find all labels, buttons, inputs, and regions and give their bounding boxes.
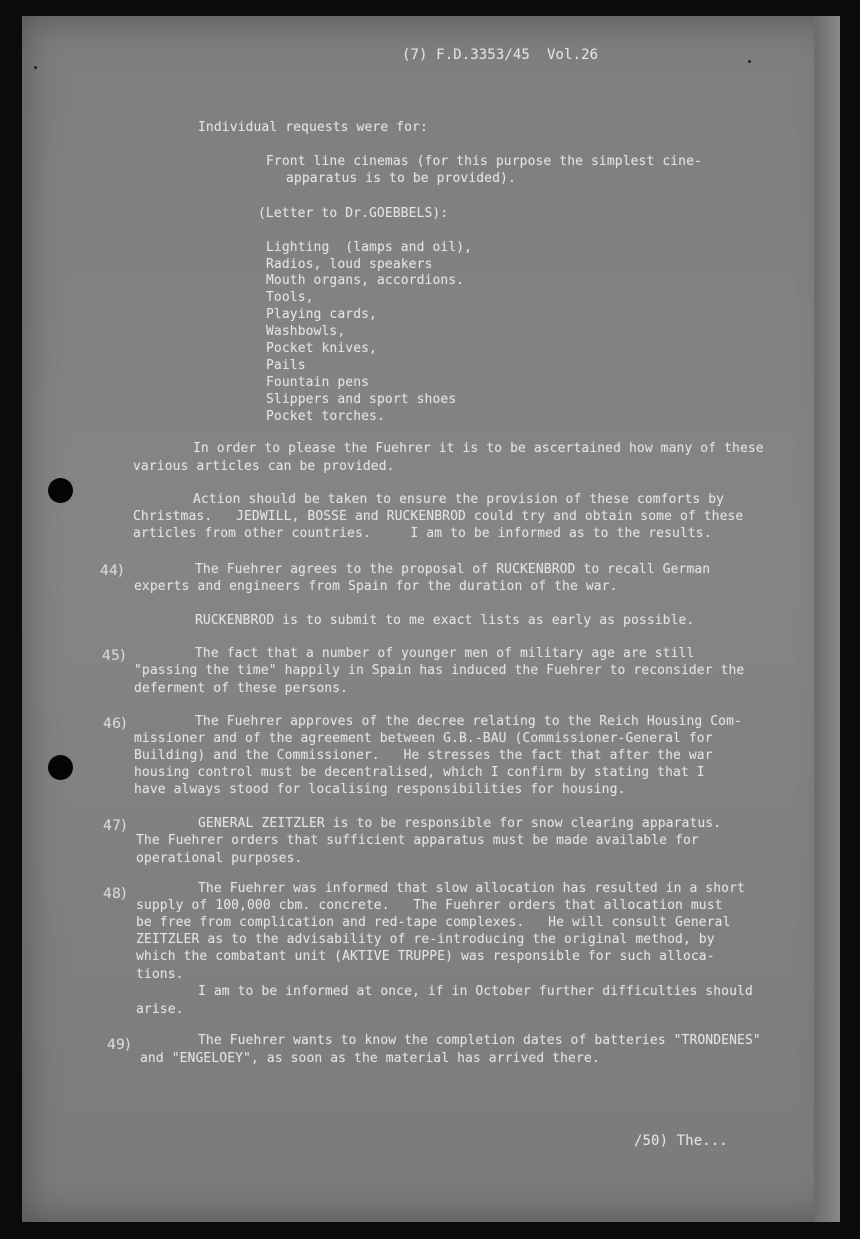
punch-hole-top [48,478,73,503]
paragraph-48-note-line2: arise. [136,1002,184,1017]
item: Pocket torches. [266,409,385,424]
item: Slippers and sport shoes [266,392,457,407]
paragraph-48-note-line1: I am to be informed at once, if in October further difficulties should [198,984,753,999]
paragraph-48-line2: supply of 100,000 cbm. concrete. The Fuehrer orders that allocation must [136,898,723,913]
paragraph-46-line1: The Fuehrer approves of the decree relating to the Reich Housing Com- [195,714,742,729]
paragraph-48-line4: ZEITZLER as to the advisability of re-introducing the original method, by [136,932,715,947]
item-number-46: 46) [103,716,127,732]
paragraph-47-line3: operational purposes. [136,851,303,866]
item: Pocket knives, [266,341,377,356]
item: Mouth organs, accordions. [266,273,465,288]
item: Radios, loud speakers [266,257,433,272]
paragraph-46-line3: Building) and the Commissioner. He stresses the fact that after the war [134,748,713,763]
item-number-47: 47) [103,818,127,834]
paragraph-action-line3: articles from other countries. I am to be informed as to the results. [133,526,712,541]
document-reference: (7) F.D.3353/45 Vol.26 [402,47,599,63]
paragraph-46-line2: missioner and of the agreement between G.B.-BAU (Commissioner-General for [134,731,713,746]
paragraph-44-note: RUCKENBROD is to submit to me exact lists as early as possible. [195,613,695,628]
item-number-44: 44) [100,563,124,579]
paragraph-47-line2: The Fuehrer orders that sufficient apparatus must be made available for [136,833,699,848]
paragraph-45-line2: "passing the time" happily in Spain has induced the Fuehrer to reconsider the [134,663,745,678]
paragraph-45-line1: The fact that a number of younger men of military age are still [195,646,695,661]
item: Pails [266,358,306,373]
continuation-footer: /50) The... [634,1133,728,1149]
paragraph-action-line2: Christmas. JEDWILL, BOSSE and RUCKENBROD could try and obtain some of these [133,509,744,524]
paragraph-please-line1: In order to please the Fuehrer it is to be ascertained how many of these [193,441,764,456]
intro-line: Individual requests were for: [198,120,428,135]
punch-hole-bottom [48,755,73,780]
paragraph-45-line3: deferment of these persons. [134,681,349,696]
item-number-45: 45) [102,648,126,664]
paragraph-48-line5: which the combatant unit (AKTIVE TRUPPE) was responsible for such alloca- [136,949,715,964]
speck [34,66,37,69]
item: Lighting (lamps and oil), [266,240,473,255]
paragraph-48-line1: The Fuehrer was informed that slow allocation has resulted in a short [198,881,745,896]
item: Fountain pens [266,375,370,390]
paragraph-44-line1: The Fuehrer agrees to the proposal of RUCKENBROD to recall German [195,562,711,577]
paragraph-48-line3: be free from complication and red-tape complexes. He will consult General [136,915,731,930]
item-number-48: 48) [103,886,127,902]
paragraph-49-line2: and "ENGELOEY", as soon as the material has arrived there. [140,1051,600,1066]
paragraph-48-line6: tions. [136,967,184,982]
item: Washbowls, [266,324,346,339]
item: Playing cards, [266,307,377,322]
paragraph-49-line1: The Fuehrer wants to know the completion dates of batteries "TRONDENES" [198,1033,761,1048]
paragraph-action-line1: Action should be taken to ensure the provision of these comforts by [193,492,725,507]
request-cinemas-line1: Front line cinemas (for this purpose the simplest cine- [266,154,702,169]
letter-note: (Letter to Dr.GOEBBELS): [258,206,449,221]
paragraph-46-line4: housing control must be decentralised, which I confirm by stating that I [134,765,705,780]
paragraph-44-line2: experts and engineers from Spain for the duration of the war. [134,579,618,594]
item-number-49: 49) [107,1037,131,1053]
paragraph-please-line2: various articles can be provided. [133,459,395,474]
item: Tools, [266,290,314,305]
paragraph-47-line1: GENERAL ZEITZLER is to be responsible for snow clearing apparatus. [198,816,722,831]
paragraph-46-line5: have always stood for localising responsibilities for housing. [134,782,626,797]
request-cinemas-line2: apparatus is to be provided). [286,171,516,186]
speck [748,60,751,63]
